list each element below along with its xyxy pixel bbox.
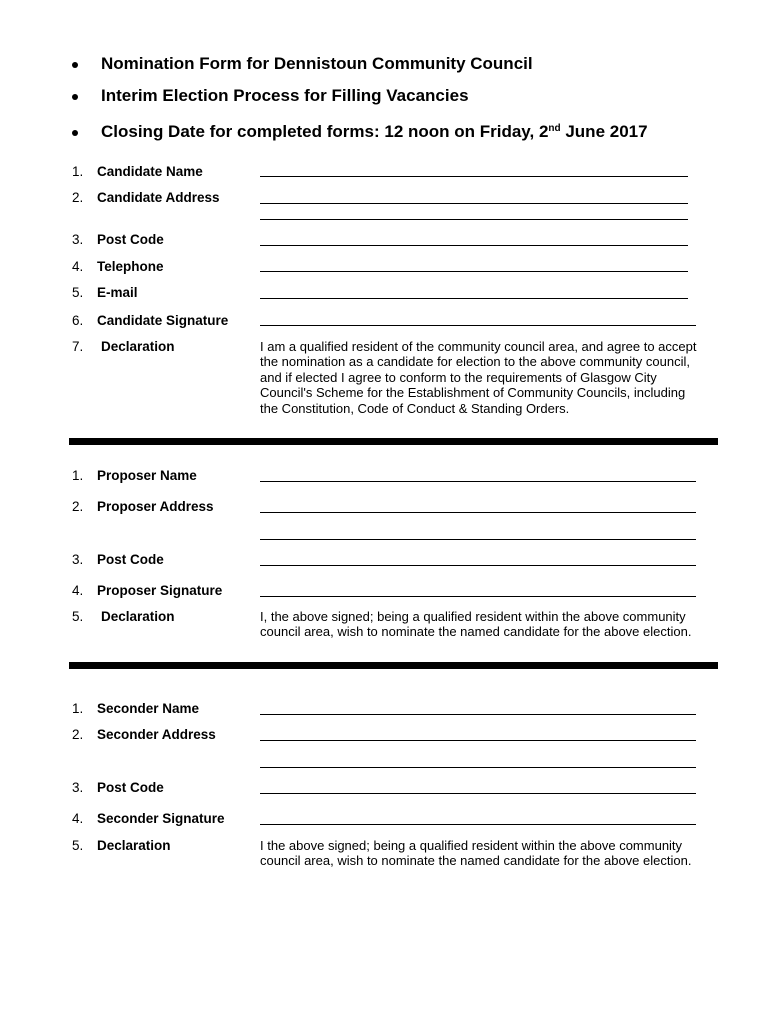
closing-date-sup: nd xyxy=(548,123,561,134)
item-number: 5. xyxy=(72,838,84,853)
candidate-telephone-field[interactable] xyxy=(260,271,688,272)
item-number: 2. xyxy=(72,499,84,514)
seconder-address-field-2[interactable] xyxy=(260,767,696,768)
form-title: Nomination Form for Dennistoun Community Council xyxy=(101,54,533,73)
seconder-address-field-1[interactable] xyxy=(260,740,696,741)
item-number: 4. xyxy=(72,811,84,826)
seconder-declaration-label: Declaration xyxy=(97,838,171,853)
item-number: 5. xyxy=(72,609,84,624)
bullet-3 xyxy=(72,130,78,136)
item-number: 7. xyxy=(72,339,84,354)
section-divider xyxy=(69,438,718,445)
item-number: 3. xyxy=(72,552,84,567)
item-number: 1. xyxy=(72,468,84,483)
closing-date xyxy=(101,122,648,142)
candidate-address-field-1[interactable] xyxy=(260,203,688,204)
candidate-declaration-label: Declaration xyxy=(101,339,175,354)
seconder-address-label: Seconder Address xyxy=(97,727,216,742)
closing-date-suffix: June 2017 xyxy=(560,122,648,141)
seconder-name-field[interactable] xyxy=(260,714,696,715)
closing-date-prefix: Closing Date for completed forms: 12 noon on Friday, 2 xyxy=(101,122,549,141)
proposer-address-field-2[interactable] xyxy=(260,539,696,540)
process-subtitle: Interim Election Process for Filling Vacancies xyxy=(101,86,469,105)
seconder-declaration-text: I the above signed; being a qualified resident within the above community council area, wish to nominate the named candidate for the above election. xyxy=(260,838,692,869)
proposer-signature-label: Proposer Signature xyxy=(97,583,223,598)
proposer-name-label: Proposer Name xyxy=(97,468,197,483)
seconder-signature-field[interactable] xyxy=(260,824,696,825)
seconder-postcode-label: Post Code xyxy=(97,780,164,795)
seconder-name-label: Seconder Name xyxy=(97,701,200,716)
proposer-declaration-text: I, the above signed; being a qualified resident within the above community council area, wish to nominate the named candidate for the above election. xyxy=(260,609,692,640)
candidate-postcode-label: Post Code xyxy=(97,232,164,247)
item-number: 3. xyxy=(72,780,84,795)
candidate-postcode-field[interactable] xyxy=(260,245,688,246)
candidate-signature-label: Candidate Signature xyxy=(97,313,229,328)
candidate-address-label: Candidate Address xyxy=(97,190,220,205)
item-number: 3. xyxy=(72,232,84,247)
candidate-name-label: Candidate Name xyxy=(97,164,203,179)
proposer-postcode-label: Post Code xyxy=(97,552,164,567)
bullet-1 xyxy=(72,62,78,68)
proposer-declaration-label: Declaration xyxy=(101,609,175,624)
seconder-postcode-field[interactable] xyxy=(260,793,696,794)
candidate-telephone-label: Telephone xyxy=(97,259,164,274)
item-number: 2. xyxy=(72,727,84,742)
candidate-email-field[interactable] xyxy=(260,298,688,299)
candidate-declaration-text: I am a qualified resident of the community council area, and agree to accept the nomination as a candidate for election to the above community council, and if elected I agree to conform to the requirements of Glasgow City Council's Scheme for the Establishment of Community Councils, including the Constitution, Code of Conduct & Standing Orders. xyxy=(260,339,697,416)
proposer-address-label: Proposer Address xyxy=(97,499,214,514)
candidate-name-field[interactable] xyxy=(260,176,688,177)
item-number: 2. xyxy=(72,190,84,205)
item-number: 1. xyxy=(72,164,84,179)
proposer-postcode-field[interactable] xyxy=(260,565,696,566)
seconder-signature-label: Seconder Signature xyxy=(97,811,225,826)
candidate-signature-field[interactable] xyxy=(260,325,696,326)
section-divider xyxy=(69,662,718,669)
item-number: 4. xyxy=(72,259,84,274)
candidate-email-label: E-mail xyxy=(97,285,138,300)
item-number: 4. xyxy=(72,583,84,598)
bullet-2 xyxy=(72,94,78,100)
proposer-name-field[interactable] xyxy=(260,481,696,482)
candidate-address-field-2[interactable] xyxy=(260,219,688,220)
item-number: 1. xyxy=(72,701,84,716)
item-number: 5. xyxy=(72,285,84,300)
item-number: 6. xyxy=(72,313,84,328)
proposer-signature-field[interactable] xyxy=(260,596,696,597)
proposer-address-field-1[interactable] xyxy=(260,512,696,513)
